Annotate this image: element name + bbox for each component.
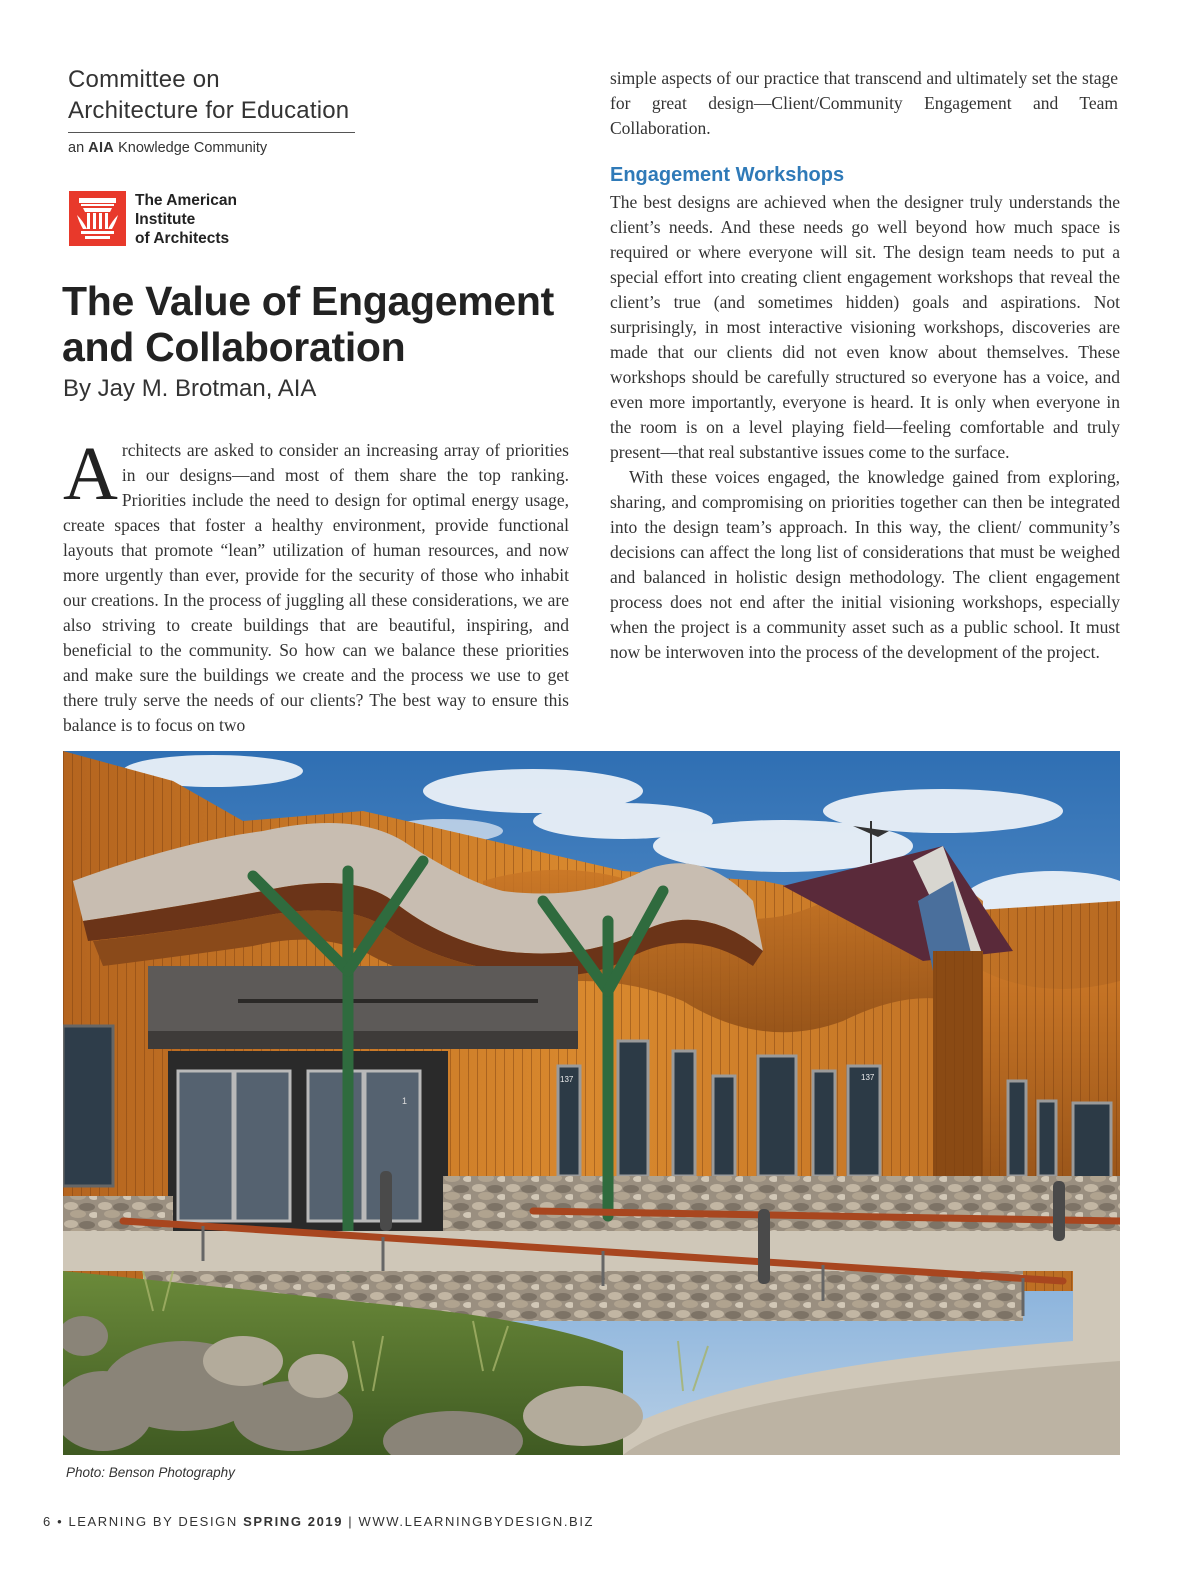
article-byline: By Jay M. Brotman, AIA [63,375,317,402]
body-column-right-continuation [610,66,1118,141]
aia-name-line-2: Institute [135,211,196,228]
page-number: 6 [43,1514,52,1529]
school-building-photo [63,751,1120,1455]
photo-caption: Photo: Benson Photography [66,1465,235,1480]
website-url: WWW.LEARNINGBYDESIGN.BIZ [358,1514,595,1529]
committee-line-1: Committee on [68,66,220,93]
section-paragraph-1: The best designs are achieved when the designer truly understands the client’s needs. And these needs go well beyond how much space is required or where everyone will sit. The design team needs to put a special effort into creating client engagement workshops that reveal the client’s true (and sometimes hidden) goals and aspirations. Not surprisingly, in most interactive visioning workshops, discoveries are made that our clients did not even know about themselves. These workshops should be carefully structured so everyone has a voice, and even more importantly, everyone is heard. It is only when everyone in the room is on a level playing field—feeling comfortable and truly present—that real substantive issues come to the surface. [610,192,1120,462]
issue-label: SPRING 2019 [243,1514,344,1529]
footer-separator: | [348,1514,354,1529]
article-title-line-2: and Collaboration [62,324,406,370]
tagline-prefix: an [68,140,85,156]
intro-paragraph [63,432,569,738]
tagline-suffix: Knowledge Community [118,140,268,156]
aia-name-line-3: of Architects [135,230,230,247]
room-number-right: 137 [861,1073,875,1082]
body-column-left [63,432,569,738]
article-title [62,278,592,370]
knowledge-community-tagline [68,140,267,156]
room-number-left: 137 [560,1075,574,1084]
magazine-name: LEARNING BY DESIGN [68,1514,238,1529]
intro-continuation: simple aspects of our practice that transcend and ultimately set the stage for great design—Client/Community Engagement and Team Collaboration. [610,68,1118,138]
section-paragraph-2: With these voices engaged, the knowledge gained from exploring, sharing, and compromising on priorities together can then be integrated into the design team’s approach. In this way, the client/ community’s decisions can affect the long list of considerations that must be weighed and balanced in holistic design methodology. The client engagement process does not end after the initial visioning workshops, especially when the project is a community asset such as a public school. It must now be interwoven into the process of the development of the project. [610,467,1120,662]
intro-text: rchitects are asked to consider an increasing array of priorities in our designs—and most of them share the top ranking. Priorities include the need to design for optimal energy usage, create spaces that foster a healthy environment, provide functional layouts that promote “lean” utilization of human resources, and now more urgently than ever, provide for the security of those who inhabit our creations. In the process of juggling all these considerations, we are also striving to create buildings that are beautiful, inspiring, and beneficial to the community. So how can we balance these priorities and make sure the buildings we create and the process we use to get there truly serve the needs of our clients? The best way to ensure this balance is to focus on two [63,440,569,735]
aia-eagle-logo-icon [69,191,126,246]
committee-line-2: Architecture for Education [68,97,350,124]
committee-title [68,64,358,126]
tagline-aia: AIA [88,140,115,156]
article-title-line-1: The Value of Engagement [62,278,555,324]
header-divider [68,132,355,133]
drop-cap: A [63,432,118,516]
body-column-right-section [610,190,1120,665]
page-footer [43,1514,594,1529]
footer-bullet: • [57,1514,64,1529]
aia-name [135,191,237,248]
door-number: 1 [402,1096,408,1106]
section-heading: Engagement Workshops [610,164,845,186]
aia-name-line-1: The American [135,192,237,209]
school-building-illustration [63,751,1120,1455]
